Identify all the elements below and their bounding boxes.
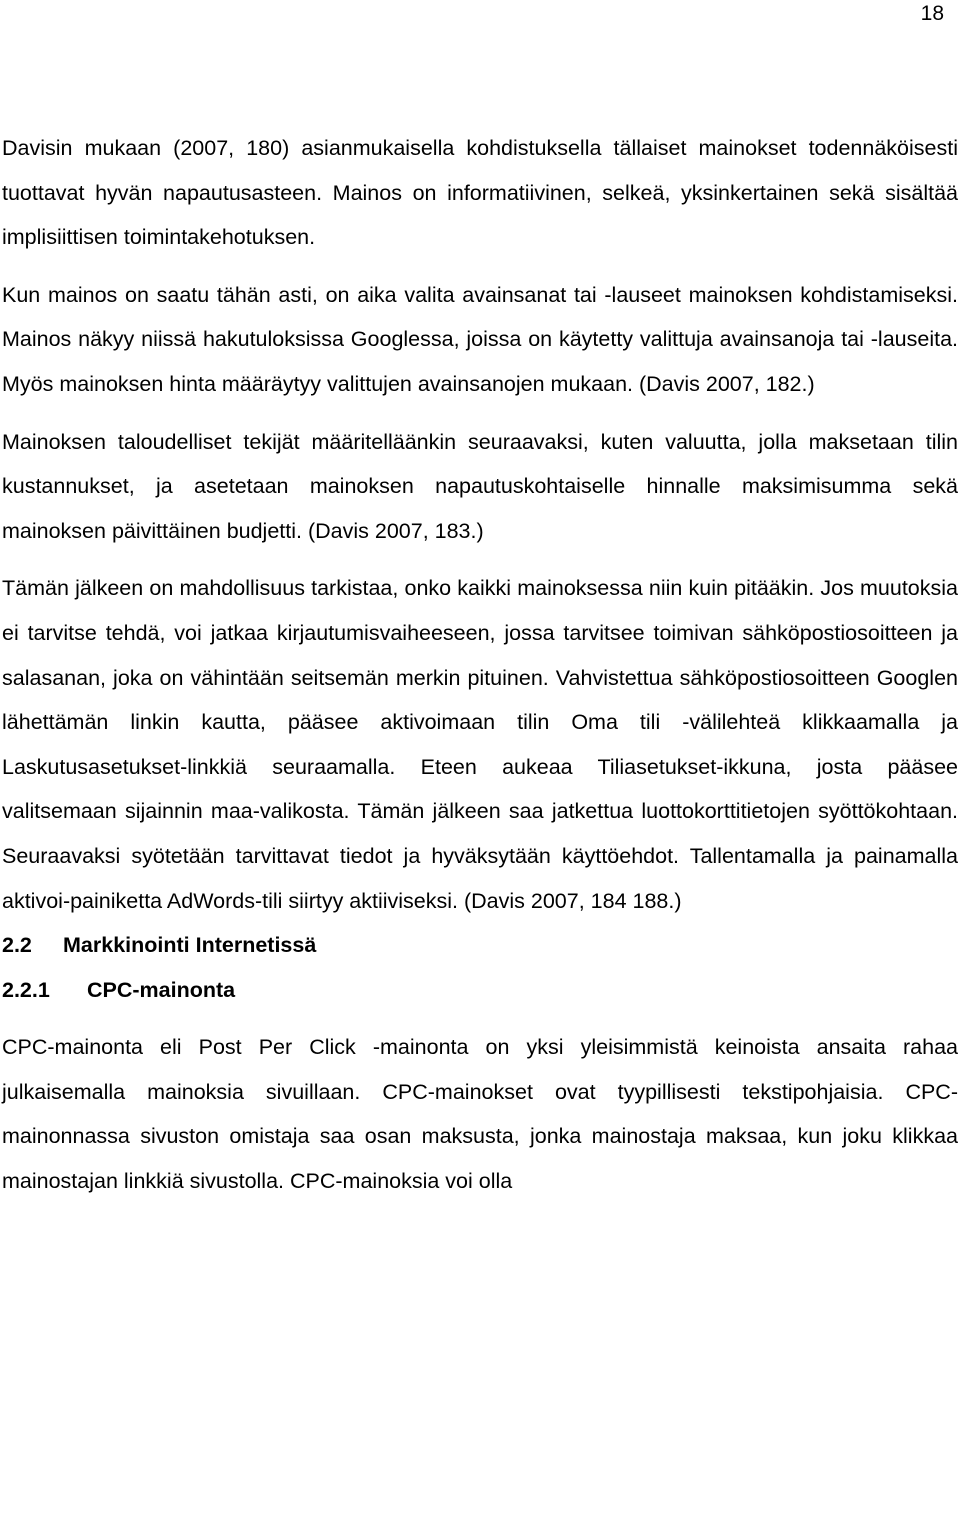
section-title: Markkinointi Internetissä [63,933,317,958]
paragraph-financial-factors: Mainoksen taloudelliset tekijät määritelläänkin seuraavaksi, kuten valuutta, jolla maksetaan tilin kustannukset, ja asetetaan mainoksen napautuskohtaiselle hinnalle maksimisumma sekä mainoksen päivittäinen budjetti. (Davis 2007, 183.) [2,429,958,543]
subsection-title: CPC-mainonta [87,977,236,1002]
paragraph-cpc: CPC-mainonta eli Post Per Click -mainonta on yksi yleisimmistä keinoista ansaita rahaa julkaisemalla mainoksia sivuillaan. CPC-mainokset ovat tyypillisesti tekstipohjaisia. CPC-mainonnassa sivuston omistaja saa osan maksusta, jonka mainostaja maksaa, kun joku klikkaa mainostajan linkkiä sivustolla. CPC-mainoksia voi olla [2,1035,958,1194]
paragraph-davis-180: Davisin mukaan (2007, 180) asianmukaisella kohdistuksella tällaiset mainokset todennäköisesti tuottavat hyvän napautusasteen. Mainos on informatiivinen, selkeä, yksinkertainen sekä sisältää implisiittisen toimintakehotuksen. [2,136,958,250]
section-number: 2.2 [2,933,32,958]
section-heading [2,923,958,968]
page-number: 18 [920,2,944,25]
paragraph-account-activation: Tämän jälkeen on mahdollisuus tarkistaa, onko kaikki mainoksessa niin kuin pitääkin. Jos muutoksia ei tarvitse tehdä, voi jatkaa kirjautumisvaiheeseen, jossa tarvitsee toimivan sähköpostiosoitteen ja salasanan, joka on vähintään seitsemän merkin pituinen. Vahvistettua sähköpostiosoitteen Googlen lähettämän linkin kautta, pääsee aktivoimaan tilin Oma tili -välilehteä klikkaamalla ja Laskutusasetukset-linkkiä seuraamalla. Eteen aukeaa Tiliasetukset-ikkuna, josta pääsee valitsemaan sijainnin maa-valikosta. Tämän jälkeen saa jatkettua luottokorttitietojen syöttökohtaan. Seuraavaksi syötetään tarvittavat tiedot ja hyväksytään käyttöehdot. Tallentamalla ja painamalla aktivoi-painiketta AdWords-tili siirtyy aktiiviseksi. (Davis 2007, 184 188.) [2,576,958,913]
subsection-number: 2.2.1 [2,977,50,1002]
document-body [2,126,958,1204]
paragraph-keywords: Kun mainos on saatu tähän asti, on aika valita avainsanat tai -lauseet mainoksen kohdistamiseksi. Mainos näkyy niissä hakutuloksissa Googlessa, joissa on käytetty valittuja avainsanoja tai -lauseita. Myös mainoksen hinta määräytyy valittujen avainsanojen mukaan. (Davis 2007, 182.) [2,282,958,396]
subsection-heading [2,968,958,1013]
